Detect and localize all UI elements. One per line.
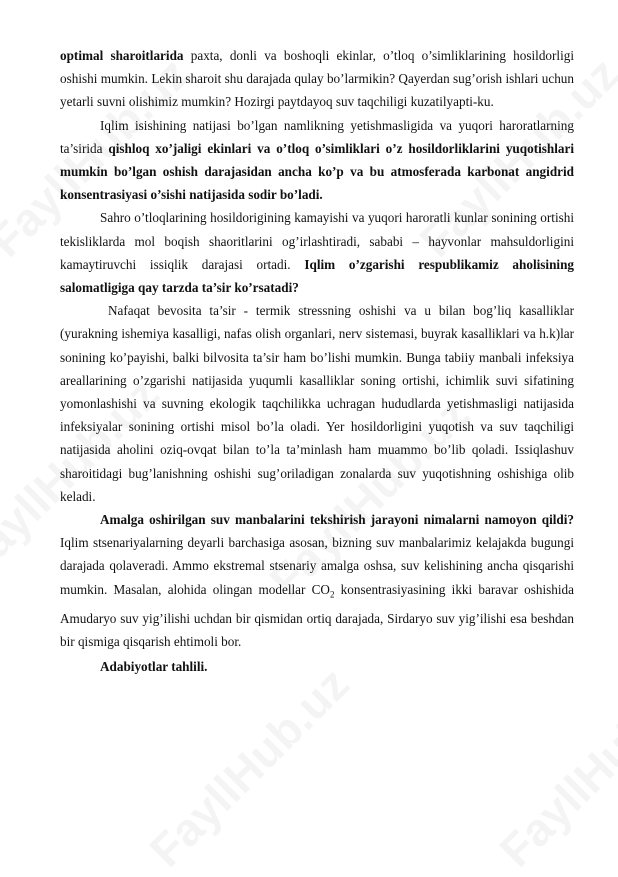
bold-text: qishloq xo’jaligi ekinlari va o’tloq o’simliklari o’z hosildorliklarini yuqotishlari mumkin bo’lgan oshish darajasidan ancha ko’p va bu atmosferada karbonat angidrid konsentrasiyasi o’sishi natijasida sodir bo’ladi. [60, 140, 574, 203]
paragraph [60, 508, 574, 653]
paragraph [60, 44, 574, 114]
bold-text: Amalga oshirilgan suv manbalarini tekshirish jarayoni nimalarni namoyon qildi? [100, 512, 574, 528]
paragraph [60, 206, 574, 299]
watermark [139, 657, 360, 877]
text-run: 2 [329, 589, 335, 600]
text-run: Iqlim isishining natijasi bo’lgan namlikning yetishmasligida va yuqori haroratlarning ta’sirida [60, 117, 574, 156]
text-run: konsentrasiyasining ikki baravar oshishida Amudaryo suv yig’ilishi uchdan bir qismidan ortiq darajada, Sirdaryo suv yig’ilishi esa beshdan bir qismiga qisqarish ehtimoli bor. [60, 581, 574, 649]
paragraph [60, 299, 574, 508]
document-body [60, 44, 574, 678]
text-run: Nafaqat bevosita ta’sir - termik stressning oshishi va u bilan bog’liq kasalliklar (yurakning ishemiya kasalligi, nafas olish organlari, nerv sistemasi, buyrak kasalliklari va h.k)lar sonining ko’payishi, balki bilvosita ta’sir ham bo’lishi mumkin. Bunga tabiiy manbali infeksiya areallarining o’zgarishi natijasida yuqumli kasalliklar soning ortishi, ichimlik suvi sifatining yomonlashishi va suvning ekologik taqchilikka uchragan hududlarda yetishmasligi natijasida infeksiyalar sonining ortishi misol bo’la oladi. Yer hosildorligini yuqotish va suv taqchiligi natijasida aholini oziq-ovqat bilan to’la ta’minlash ham muammo bo’lib qoladi. Issiqlashuv sharoitidagi bug’lanishning oshishi sug’oriladigan zonalarda suv yuqotishning oshishiga olib keladi. [60, 303, 574, 504]
bold-text: Iqlim o’zgarishi respublikamiz aholisining salomatligiga qay tarzda ta’sir ko’rsatadi? [60, 256, 575, 296]
bold-text: optimal sharoitlarida [60, 48, 184, 63]
paragraph [60, 114, 574, 207]
bold-text: Adabiyotlar tahlili. [100, 658, 208, 674]
section-heading [60, 655, 574, 678]
text-run: Sahro o’tloqlarining hosildorigining kamayishi va yuqori haroratli kunlar sonining ortishi tekisliklarda mol boqish shaoritlarini og’irlashtiradi, sababi – hayvonlar mahsuldorligini kamaytiruvchi issiqlik darajasi ortadi. [60, 210, 574, 272]
watermark [489, 657, 618, 877]
text-run: paxta, donli va boshoqli ekinlar, o’tloq o’simliklarining hosildorligi oshishi mumkin. Lekin sharoit shu darajada qulay bo’larmikin? Qayerdan sug’orish ishlari uchun yetarli suvni olishimiz mumkin? Hozirgi paytdayoq suv taqchiligi kuzatilyapti-ku. [60, 48, 574, 110]
text-run: Iqlim stsenariyalarning deyarli barchasiga asosan, bizning suv manbalarimiz kelajakda bugungi darajada qolaveradi. Ammo ekstremal stsenariy amalga oshsa, suv kelishining ancha qisqarishi mumkin. Masalan, alohida olingan modellar CO [60, 535, 574, 597]
